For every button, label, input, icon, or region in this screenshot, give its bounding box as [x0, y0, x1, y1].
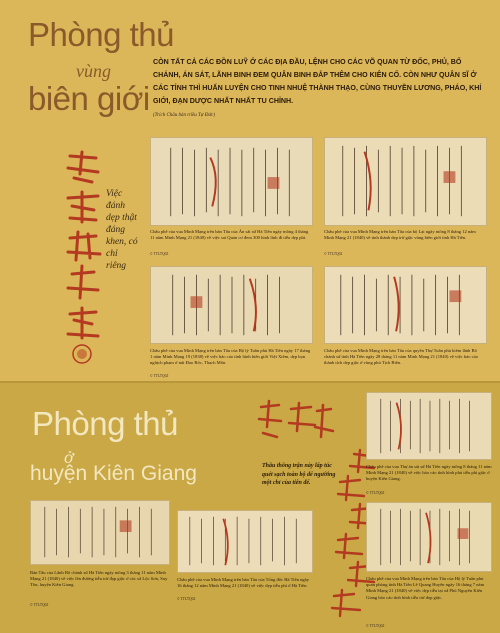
doc-credit-6: © TTLTQGI	[30, 603, 49, 607]
doc-image-3	[150, 266, 313, 344]
doc-caption-8: Châu phê của vua Minh Mạng trên bản Tấu của Hộ lý Tuần phủ quan phòng tỉnh Hà Tiên Lê Quang Huyên ngày 16 tháng 7 năm Minh Mạng 21 (1840) về việc dẹp tiễu tại xã Phú Nguyên Kiên Giang báo cáo tình hình tiễu trừ dẹp giặc.	[366, 576, 485, 600]
doc-image-8	[366, 502, 492, 572]
doc-caption-4: Châu phê của vua Minh Mạng trên bản Tấu của quyền Thự Tuần phủ kiêm lãnh Bố chánh sứ tỉnh Hà Tiên ngày 28 tháng 11 năm Minh Mạng 21 (1840) về việc báo cáo thành tích dẹp giặc ở vùng phủ Tịch Biên.	[324, 348, 479, 366]
doc-image-1	[150, 137, 313, 226]
top-title-line1: Phòng thủ	[28, 16, 174, 53]
top-title-line2: vùng	[76, 61, 111, 81]
top-title-line3: biên giới	[28, 80, 150, 117]
doc-caption-6: Bản Tấu của Lãnh Bố chánh sứ Hà Tiên ngày mồng 3 tháng 11 năm Minh Mạng 21 (1840) về việc lên đường tiễu trừ đạp giặc ở các xã Lộc Sơn, Suy Tồn, huyện Kiên Giang.	[30, 570, 168, 588]
intro-source: (Trích Châu bản triều Tự Đức)	[153, 113, 215, 118]
doc-image-6	[30, 500, 170, 565]
doc-image-7	[177, 510, 313, 573]
doc-caption-1: Châu phê của vua Minh Mạng trên bản Tấu của Án sát sứ Hà Tiên ngày mồng 4 tháng 11 năm Minh Mạng 21 (1840) về việc sai Quản cơ đem 300 binh lính đi tiễu dẹp phỉ.	[150, 229, 309, 241]
bottom-title-line1: Phòng thủ	[32, 405, 178, 442]
doc-credit-5: © TTLTQGI	[366, 491, 385, 495]
doc-image-4	[324, 266, 487, 344]
doc-credit-8: © TTLTQGI	[366, 624, 385, 628]
doc-image-5	[366, 392, 492, 460]
doc-image-2	[324, 137, 487, 226]
doc-credit-1: © TTLTQGI	[150, 252, 169, 256]
doc-credit-3: © TTLTQGI	[150, 374, 169, 378]
bottom-title-line2: ở	[64, 447, 74, 467]
doc-caption-3: Châu phê của vua Minh Mạng trên bản Tấu của Bộ lý Tuần phủ Hà Tiên ngày 17 tháng 1 năm Minh Mạng 19 (1838) về việc báo cáo tình hình biên giới Việt Xiêm, dẹp bọn nghịch phạm ở núi Đao Rốc, Thạch Môn.	[150, 348, 311, 366]
section-divider	[0, 381, 500, 383]
red-calligraphy-column	[60, 148, 106, 368]
doc-caption-2: Châu phê của vua Minh Mạng trên bản Tấu của bộ Lại ngày mồng 8 tháng 12 năm Minh Mạng 21 (1840) về tỉnh thành dẹp trừ giặc vùng biên giới tỉnh Hà Tiên.	[324, 229, 476, 241]
doc-credit-7: © TTLTQGI	[177, 597, 196, 601]
doc-caption-7: Châu phê của vua Minh Mạng trên bản Tấu của Tổng đốc Hà Tiên ngày 16 tháng 12 năm Minh Mạng 21 (1840) về việc dẹp tiễu phỉ ở Hà Tiên.	[177, 577, 310, 589]
top-side-note: Việc đánh dẹp thật đáng khen, có chỉ riêng	[106, 189, 138, 271]
doc-caption-5: Châu phê của vua Thự án sát sứ Hà Tiên ngày mồng 8 tháng 11 năm Minh Mạng 21 (1840) về việc báo cáo tình hình phủ tiễu phỉ giặc ở huyện Kiên Giang.	[366, 464, 492, 482]
doc-credit-2: © TTLTQGI	[324, 252, 343, 256]
bottom-side-note: Thâu thông trận này lấp túc quét sạch toàn bộ để ngườing một chỉ của tiên đế.	[262, 463, 336, 486]
intro-quote: CÒN TẤT CẢ CÁC ĐỒN LUỸ Ở CÁC ĐỊA ĐẦU, LỆNH CHO CÁC VÕ QUAN TỪ ĐỐC, PHỦ, BỐ CHÁNH, ÁN SÁT, LÃNH BINH ĐEM QUÂN BINH ĐẮP THÊM CHO KIÊN CỐ. CÒN NHƯ QUÂN SĨ Ở CÁC TỈNH THÌ HUẤN LUYỆN CHO TINH NHUỆ THÀNH THẠO, CÙNG THUYỀN LƯƠNG, PHÁO, KHÍ GIỚI, ĐẠN DƯỢC NHẤT NHẤT TU CHỈNH.	[153, 58, 482, 105]
bottom-title-line3: huyện Kiên Giang	[30, 462, 197, 485]
